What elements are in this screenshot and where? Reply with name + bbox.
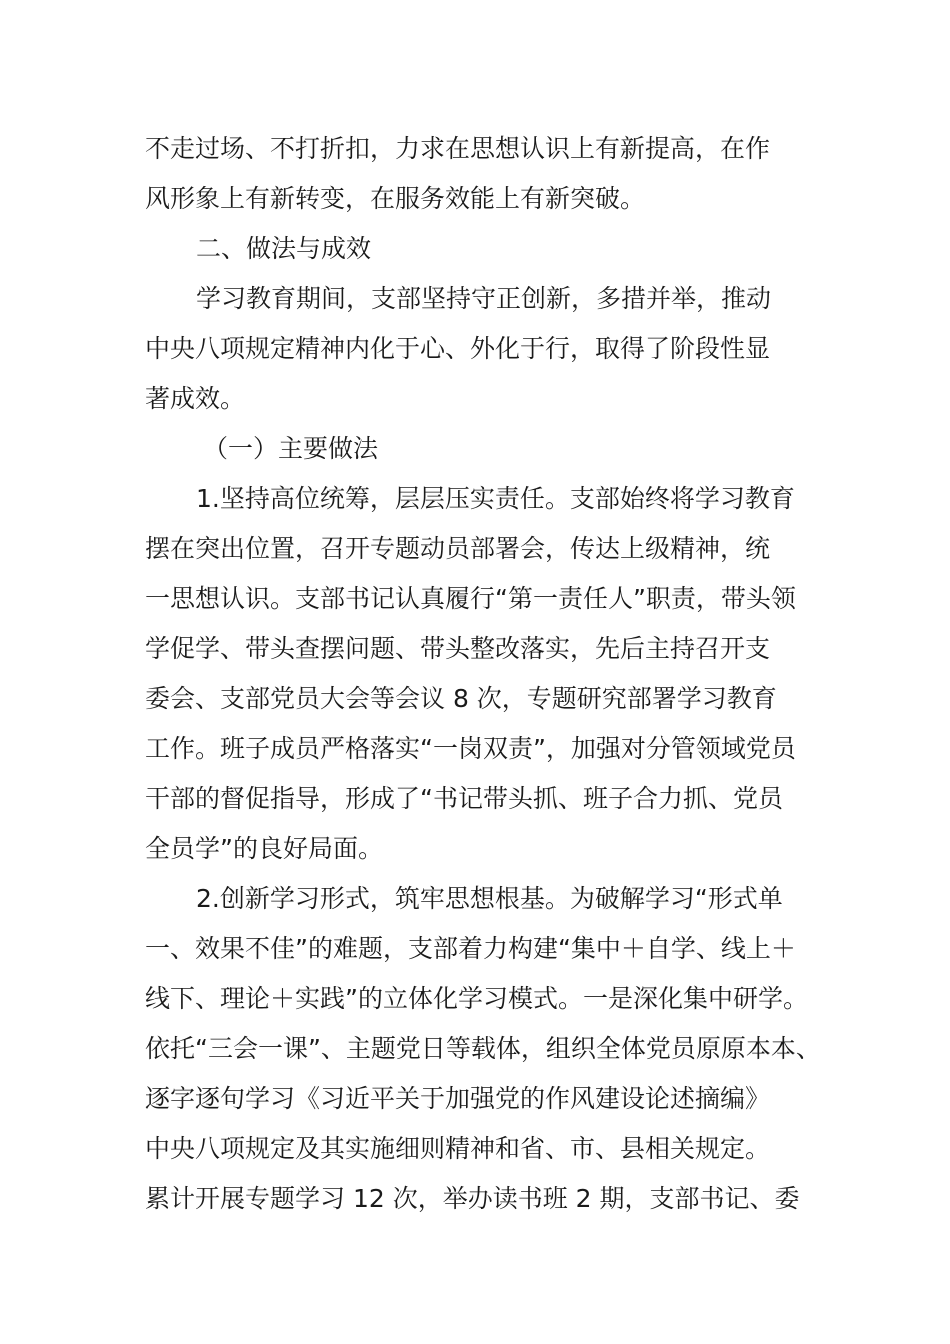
paragraph-line: 2.创新学习形式，筑牢思想根基。为破解学习“形式单 <box>196 884 783 913</box>
paragraph-line: 著成效。 <box>145 384 246 413</box>
paragraph-line: 线下、理论＋实践”的立体化学习模式。一是深化集中研学。 <box>145 984 808 1013</box>
paragraph-line: 依托“三会一课”、主题党日等载体，组织全体党员原原本本、 <box>145 1034 821 1063</box>
section-heading: 二、做法与成效 <box>196 234 372 263</box>
paragraph-line: 累计开展专题学习 12 次，举办读书班 2 期，支部书记、委 <box>145 1184 800 1213</box>
document-body <box>145 124 825 1224</box>
paragraph-line: 干部的督促指导，形成了“书记带头抓、班子合力抓、党员 <box>145 784 783 813</box>
paragraph-line: 一思想认识。支部书记认真履行“第一责任人”职责，带头领 <box>145 584 796 613</box>
subsection-heading: （一）主要做法 <box>203 434 379 463</box>
paragraph-line: 工作。班子成员严格落实“一岗双责”，加强对分管领域党员 <box>145 734 796 763</box>
paragraph-line: 学习教育期间，支部坚持守正创新，多措并举，推动 <box>196 284 772 313</box>
paragraph-line: 不走过场、不打折扣，力求在思想认识上有新提高，在作 <box>145 134 771 163</box>
paragraph-line: 委会、支部党员大会等会议 8 次，专题研究部署学习教育 <box>145 684 777 713</box>
paragraph-line: 中央八项规定精神内化于心、外化于行，取得了阶段性显 <box>145 334 771 363</box>
paragraph-line: 学促学、带头查摆问题、带头整改落实，先后主持召开支 <box>145 634 771 663</box>
paragraph-line: 一、效果不佳”的难题，支部着力构建“集中＋自学、线上＋ <box>145 934 796 963</box>
paragraph-line: 中央八项规定及其实施细则精神和省、市、县相关规定。 <box>145 1134 771 1163</box>
paragraph-line: 全员学”的良好局面。 <box>145 834 383 863</box>
paragraph-line: 1.坚持高位统筹，层层压实责任。支部始终将学习教育 <box>196 484 795 513</box>
paragraph-line: 逐字逐句学习《习近平关于加强党的作风建设论述摘编》 <box>145 1084 771 1113</box>
paragraph-line: 摆在突出位置，召开专题动员部署会，传达上级精神，统 <box>145 534 771 563</box>
paragraph-line: 风形象上有新转变，在服务效能上有新突破。 <box>145 184 646 213</box>
